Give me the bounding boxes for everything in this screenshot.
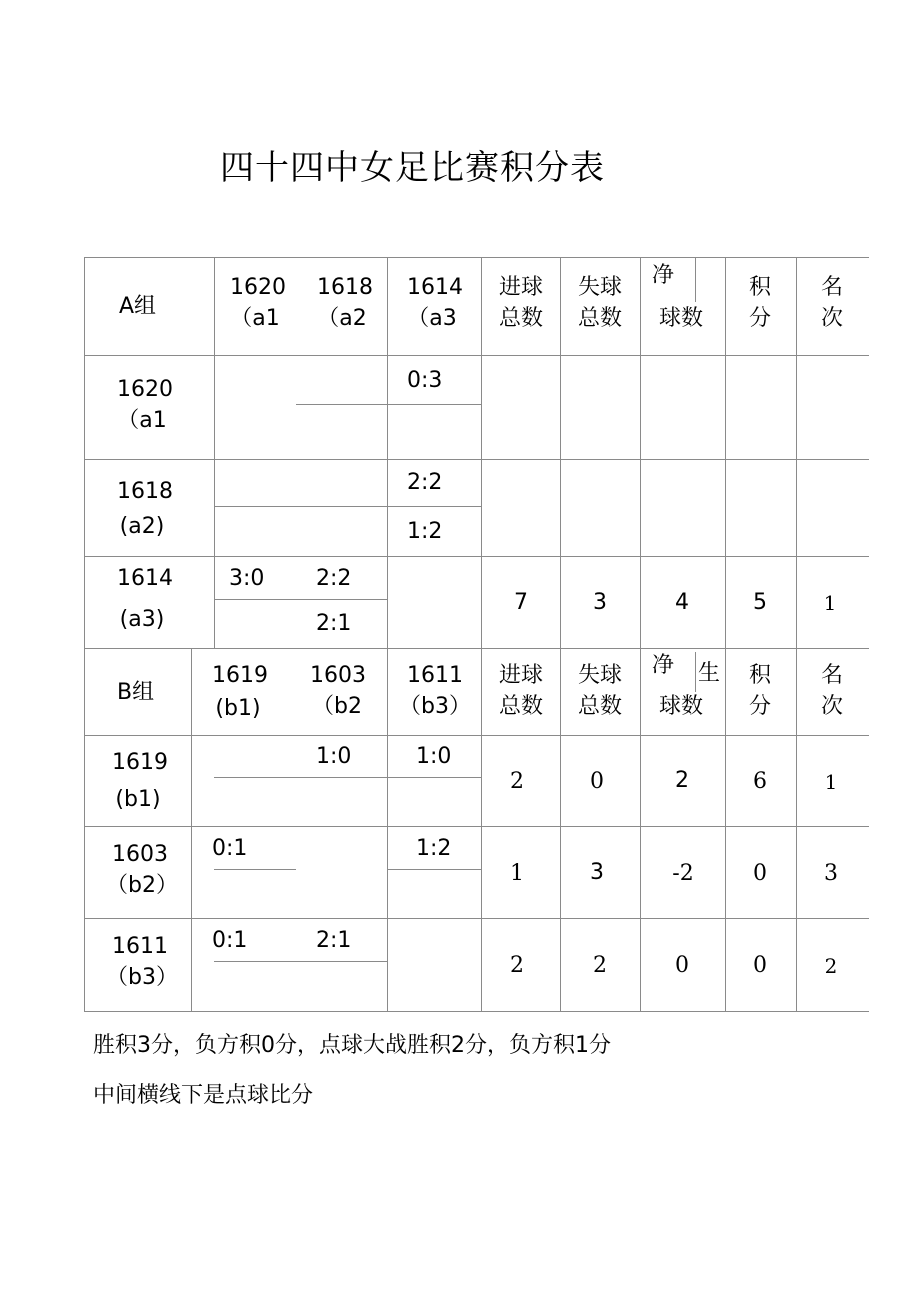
group-b-row-2-net: -2 (672, 861, 694, 886)
group-b-row-2-team: 1603 (112, 842, 168, 867)
group-a-row-2-team-sub: (a2) (119, 514, 165, 539)
group-b-row-1-goals-for: 2 (510, 769, 524, 794)
b-header-goals-for-2: 总数 (498, 694, 544, 719)
group-b-row-1-score-2: 1:0 (416, 744, 452, 769)
group-b-col-2-sub: （b2 (312, 694, 362, 719)
group-a-row-1-team: 1620 (117, 377, 173, 402)
group-b-col-1: 1619 (212, 663, 268, 688)
group-a-row-3-net: 4 (675, 590, 689, 615)
header-net-1: 净 (652, 263, 675, 288)
header-points-2: 分 (748, 306, 772, 331)
b-header-net-extra: 生 (698, 661, 721, 686)
header-goals-against-2: 总数 (577, 306, 623, 331)
header-goals-for-2: 总数 (498, 306, 544, 331)
header-goals-against-1: 失球 (577, 275, 623, 300)
group-a-row-3-goals-against: 3 (593, 590, 607, 615)
group-b-row-1-rank: 1 (824, 770, 838, 794)
group-a-row-3-rank: 1 (823, 591, 837, 615)
group-b-row-2-team-sub: （b2） (106, 873, 178, 898)
group-b-row-3-points: 0 (753, 953, 767, 978)
header-goals-for-1: 进球 (498, 275, 544, 300)
group-a-row-2-penalty: 1:2 (407, 519, 443, 544)
b-header-points-2: 分 (748, 694, 772, 719)
group-b-row-2-rank: 3 (824, 861, 838, 886)
group-b-col-3-sub: （b3） (399, 694, 471, 719)
group-b-row-3-rank: 2 (824, 954, 838, 978)
group-a-col-1: 1620 (230, 275, 286, 300)
group-b-label: B组 (117, 680, 155, 705)
group-b-col-1-sub: (b1) (215, 696, 261, 721)
b-header-rank-2: 次 (820, 694, 844, 719)
b-header-net-2: 球数 (659, 694, 704, 719)
group-b-row-3-goals-against: 2 (593, 953, 607, 978)
group-a-row-3-penalty: 2:1 (316, 611, 352, 636)
group-a-row-2-team: 1618 (117, 479, 173, 504)
group-b-col-2: 1603 (310, 663, 366, 688)
header-rank-1: 名 (820, 275, 844, 300)
group-a-col-3-sub: （a3 (407, 306, 457, 331)
group-b-col-3: 1611 (407, 663, 463, 688)
group-a-col-1-sub: （a1 (230, 306, 280, 331)
penalty-note: 中间横线下是点球比分 (93, 1083, 314, 1108)
page-title: 四十四中女足比赛积分表 (220, 148, 605, 188)
group-b-row-1-goals-against: 0 (590, 769, 604, 794)
b-header-goals-against-2: 总数 (577, 694, 623, 719)
header-net-2: 球数 (659, 306, 704, 331)
group-a-row-3-team-sub: (a3) (119, 607, 165, 632)
group-a-row-2-score: 2:2 (407, 470, 443, 495)
group-b-row-1-score-1: 1:0 (316, 744, 352, 769)
group-a-row-3-score-1: 3:0 (229, 566, 265, 591)
group-a-row-3-team: 1614 (117, 566, 173, 591)
b-header-points-1: 积 (748, 663, 772, 688)
group-b-row-2-goals-against: 3 (590, 860, 604, 885)
group-a-row-3-points: 5 (753, 590, 767, 615)
group-a-col-2: 1618 (317, 275, 373, 300)
group-b-row-3-team: 1611 (112, 934, 168, 959)
group-b-row-2-score-1: 0:1 (212, 836, 248, 861)
group-a-label: A组 (119, 294, 157, 319)
group-b-row-1-points: 6 (753, 769, 767, 794)
group-b-row-2-points: 0 (753, 861, 767, 886)
group-a-col-3: 1614 (407, 275, 463, 300)
group-b-row-1-net: 2 (675, 768, 689, 793)
group-b-row-1-team: 1619 (112, 750, 168, 775)
group-a-row-3-score-2: 2:2 (316, 566, 352, 591)
b-header-goals-for-1: 进球 (498, 663, 544, 688)
b-header-net-1: 净 (652, 653, 675, 678)
scoring-rules-note: 胜积3分，负方积0分，点球大战胜积2分，负方积1分 (93, 1033, 611, 1058)
group-a-row-1-team-sub: （a1 (117, 408, 167, 433)
b-header-goals-against-1: 失球 (577, 663, 623, 688)
group-b-row-2-score-2: 1:2 (416, 836, 452, 861)
group-b-row-3-score-2: 2:1 (316, 928, 352, 953)
header-points-1: 积 (748, 275, 772, 300)
group-a-col-2-sub: （a2 (317, 306, 367, 331)
group-b-row-3-score-1: 0:1 (212, 928, 248, 953)
group-a-row-3-goals-for: 7 (514, 590, 528, 615)
group-b-row-3-net: 0 (675, 953, 689, 978)
group-b-row-1-team-sub: (b1) (115, 787, 161, 812)
header-rank-2: 次 (820, 306, 844, 331)
group-b-row-3-team-sub: （b3） (106, 965, 178, 990)
group-b-row-2-goals-for: 1 (510, 861, 524, 886)
b-header-rank-1: 名 (820, 663, 844, 688)
group-b-row-3-goals-for: 2 (510, 953, 524, 978)
group-a-row-1-score: 0:3 (407, 368, 443, 393)
